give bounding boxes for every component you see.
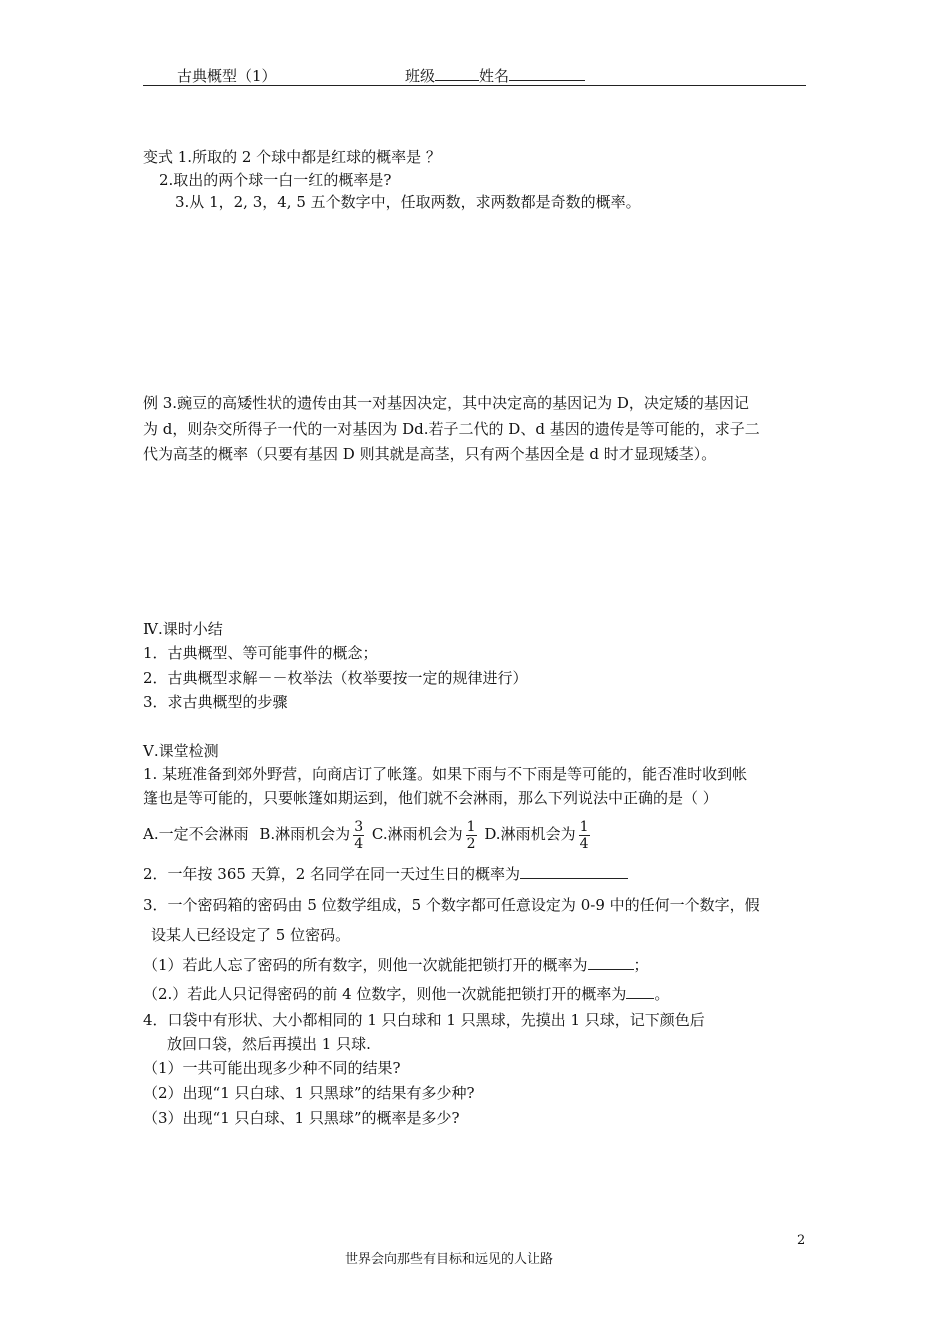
summary-item-2: 2．古典概型求解－－枚举法（枚举要按一定的规律进行） [143,669,528,687]
q4-line1: 4．口袋中有形状、大小都相同的 1 只白球和 1 只黑球，先摸出 1 只球，记下颜色后 [143,1011,705,1029]
q3-sub1: （1）若此人忘了密码的所有数字，则他一次就能把锁打开的概率为 ； [143,956,649,974]
summary-item-1: 1．古典概型、等可能事件的概念； [143,644,378,662]
fraction-c: $\frac{1}{2}$ [466,818,476,852]
fraction-d: $\frac{1}{4}$ [579,818,589,852]
q3-line1: 3．一个密码箱的密码由 5 位数学组成，5 个数字都可任意设定为 0-9 中的任何一个数字，假 [143,896,760,914]
summary-item-3: 3．求古典概型的步骤 [143,693,288,711]
class-label: 班级 [405,67,436,85]
footer-motto: 世界会向那些有目标和远见的人让路 [345,1252,554,1267]
q4-line2: 放回口袋，然后再摸出 1 只球. [167,1035,371,1053]
summary-heading: Ⅳ.课时小结 [143,620,223,638]
variant-3: 3.从 1，2, 3，4, 5 五个数字中，任取两数，求两数都是奇数的概率。 [175,193,641,211]
q1-options [143,814,593,856]
q1-line1: 1. 某班准备到郊外野营，向商店订了帐篷。如果下雨与不下雨是等可能的，能否准时收到帐 [143,765,748,783]
q2: 2．一年按 365 天算，2 名同学在同一天过生日的概率为 [143,864,628,884]
variant-2: 2.取出的两个球一白一红的概率是? [159,171,392,189]
option-a: A.一定不会淋雨 [143,825,249,843]
option-b: B.淋雨机会为 [259,825,351,843]
example3-line1: 例 3.豌豆的高矮性状的遗传由其一对基因决定，其中决定高的基因记为 D，决定矮的基因记 [143,394,749,412]
q3-sub2-blank[interactable] [626,984,654,999]
variant-1: 变式 1.所取的 2 个球中都是红球的概率是 ？ [143,148,441,166]
header-rule [143,85,806,86]
q3-line2: 设某人已经设定了 5 位密码。 [151,926,351,944]
option-d: D.淋雨机会为 [484,825,576,843]
q4-sub1: （1）一共可能出现多少种不同的结果? [143,1059,401,1077]
q4-sub3: （3）出现“1 只白球、1 只黑球”的概率是多少? [143,1109,460,1127]
q3-sub2: （2.）若此人只记得密码的前 4 位数字，则他一次就能把锁打开的概率为 。 [143,985,670,1003]
fraction-b: $\frac{3}{4}$ [354,818,364,852]
page-number: 2 [797,1233,806,1248]
header-class-name [405,66,585,86]
check-heading: Ⅴ.课堂检测 [143,742,219,760]
example3-line3: 代为高茎的概率（只要有基因 D 则其就是高茎，只有两个基因全是 d 时才显现矮茎）。 [143,445,717,463]
name-label: 姓名 [479,67,510,85]
q3-sub1-blank[interactable] [588,955,634,970]
q1-line2: 篷也是等可能的，只要帐篷如期运到，他们就不会淋雨，那么下列说法中正确的是（ ） [143,789,718,807]
class-blank[interactable] [435,66,479,81]
example3-line2: 为 d，则杂交所得子一代的一对基因为 Dd.若子二代的 D、d 基因的遗传是等可能的，求子二 [143,420,760,438]
name-blank[interactable] [509,66,585,81]
q2-answer-blank[interactable] [520,864,628,879]
q4-sub2: （2）出现“1 只白球、1 只黑球”的结果有多少种? [143,1084,475,1102]
option-c: C.淋雨机会为 [371,825,463,843]
header-title: 古典概型（1） [177,67,277,85]
